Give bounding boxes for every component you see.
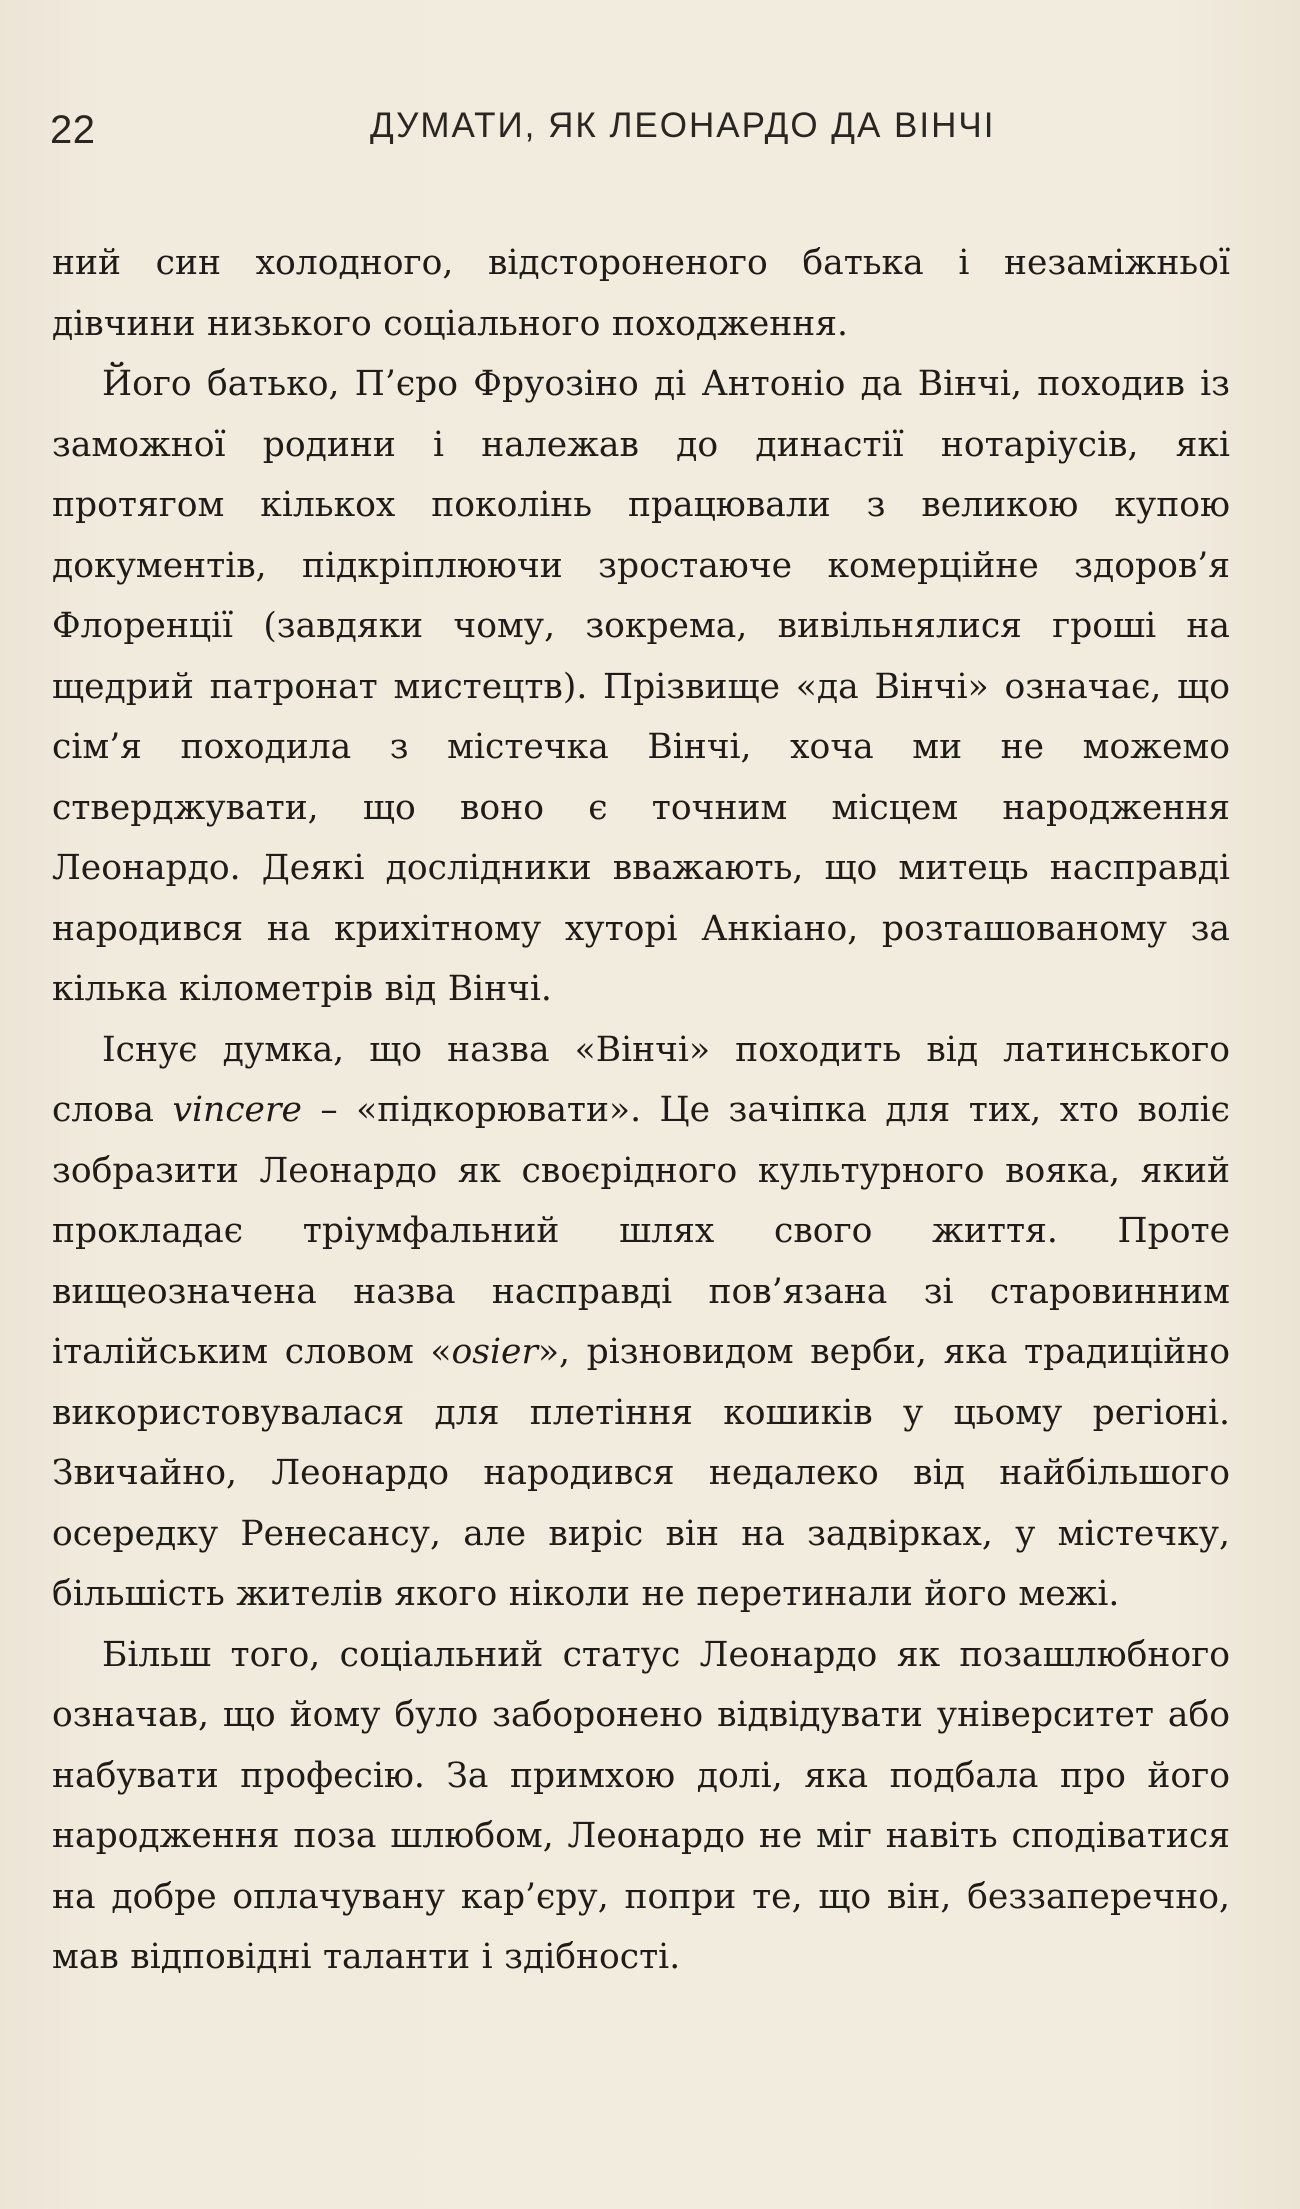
page-number: 22 [50,108,96,152]
paragraph-2: Його батько, П’єро Фруозіно ді Антоніо да Вінчі, походив із заможної родини і належав до династії нотаріусів, які протягом кількох поколінь працювали з великою купою документів, підкріплюючи зростаюче комерційне здоров’я Флоренції (завдяки чому, зокрема, вивільнялися гроші на щедрий патронат мистецтв). Прізвище «да Вінчі» означає, що сім’я походила з містечка Вінчі, хоча ми не можемо стверджувати, що воно є точним місцем народження Леонардо. Деякі дослідники вважають, що митець насправді народився на крихітному хуторі Анкіано, розташованому за кілька кілометрів від Вінчі. [52,364,1230,1009]
paragraph-3-part-3: », різновидом верби, яка традиційно використовувалася для плетіння кошиків у цьому регіоні. Звичайно, Леонардо народився недалеко від найбільшого осередку Ренесансу, але виріс він на задвірках, у містечку, більшість жителів якого ніколи не перетинали його межі. [52,1332,1230,1614]
paragraph-3 [52,1020,1230,1625]
running-title: ДУМАТИ, ЯК ЛЕОНАРДО ДА ВІНЧІ [370,106,996,145]
body-text [52,233,1230,1988]
italic-term-osier: osier [451,1332,538,1372]
paragraph-3-part-1: Існує думка, що назва «Вінчі» походить від латинського слова [52,1029,1230,1130]
paragraph-1: ний син холодного, відстороненого батька і незаміжньої дівчини низького соціального походження. [52,243,1230,344]
italic-term-vincere: vincere [172,1090,302,1130]
paragraph-4: Більш того, соціальний статус Леонардо як позашлюбного означав, що йому було заборонено відвідувати університет або набувати професію. За примхою долі, яка подбала про його народження поза шлюбом, Леонардо не міг навіть сподіватися на добре оплачувану кар’єру, попри те, що він, беззаперечно, мав відповідні таланти і здібності. [52,1634,1230,1977]
paragraph-3-part-2: – «підкорювати». Це зачіпка для тих, хто воліє зобразити Леонардо як своєрідного культурного вояка, який прокладає тріумфальний шлях свого життя. Проте вищеозначена назва насправді пов’язана зі старовинним італійським словом « [52,1090,1230,1372]
